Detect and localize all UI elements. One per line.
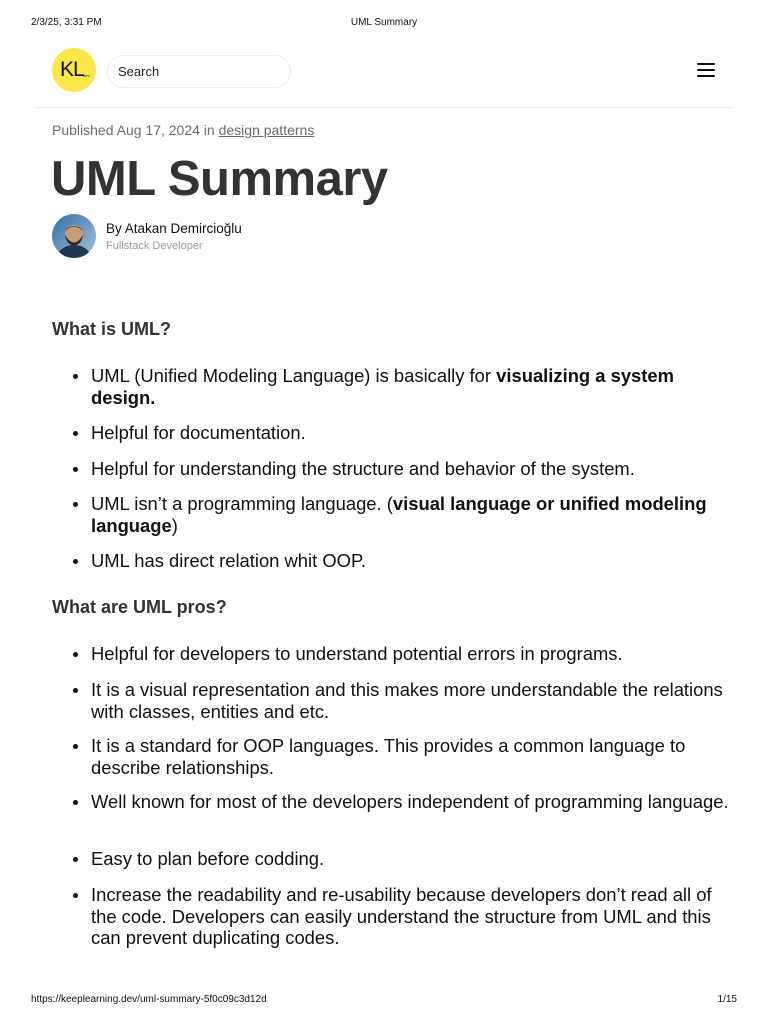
avatar-image xyxy=(52,214,96,258)
site-header xyxy=(36,46,732,108)
publish-meta xyxy=(52,122,314,138)
print-title: UML Summary xyxy=(350,17,418,28)
list-item: It is a visual representation and this makes more understandable the relations with classes, entities and etc. xyxy=(52,679,732,722)
category-link[interactable]: design patterns xyxy=(218,122,315,138)
author-name[interactable]: By Atakan Demircioğlu xyxy=(106,221,242,236)
list-item: Increase the readability and re-usability because developers don’t read all of the code. Developers can easily understand the structure from UML and this can prevent duplicating codes. xyxy=(52,884,732,949)
list-item: Well known for most of the developers independent of programming language. xyxy=(52,791,732,813)
list-item: Helpful for developers to understand potential errors in programs. xyxy=(52,643,732,665)
list-item: It is a standard for OOP languages. This provides a common language to describe relationships. xyxy=(52,735,732,778)
author-block xyxy=(52,214,352,258)
list-item: UML (Unified Modeling Language) is basically for visualizing a system design. xyxy=(52,365,732,408)
list-item: Helpful for understanding the structure and behavior of the system. xyxy=(52,458,732,480)
author-role: Fullstack Developer xyxy=(106,240,203,252)
page-number: 1/15 xyxy=(717,994,737,1005)
section-heading-what-is-uml: What is UML? xyxy=(52,319,171,339)
section-heading-uml-pros: What are UML pros? xyxy=(52,597,227,617)
logo-subtext: dev xyxy=(83,73,90,78)
list-item: UML isn’t a programming language. (visual language or unified modeling language) xyxy=(52,493,732,536)
hamburger-menu-icon[interactable] xyxy=(696,61,716,79)
search-input[interactable] xyxy=(107,55,291,88)
site-logo[interactable] xyxy=(52,48,96,92)
avatar[interactable] xyxy=(52,214,96,258)
published-date: Published Aug 17, 2024 in xyxy=(52,122,215,138)
print-date: 2/3/25, 3:31 PM xyxy=(31,17,102,28)
print-footer xyxy=(31,994,737,1008)
logo-text: KL xyxy=(60,58,84,81)
print-url: https://keeplearning.dev/uml-summary-5f0c09c3d12d xyxy=(31,994,267,1005)
page-title: UML Summary xyxy=(51,152,388,206)
list-item: Easy to plan before codding. xyxy=(52,848,732,870)
print-header xyxy=(31,17,737,31)
list-item: Helpful for documentation. xyxy=(52,422,732,444)
list-item: UML has direct relation whit OOP. xyxy=(52,550,732,572)
